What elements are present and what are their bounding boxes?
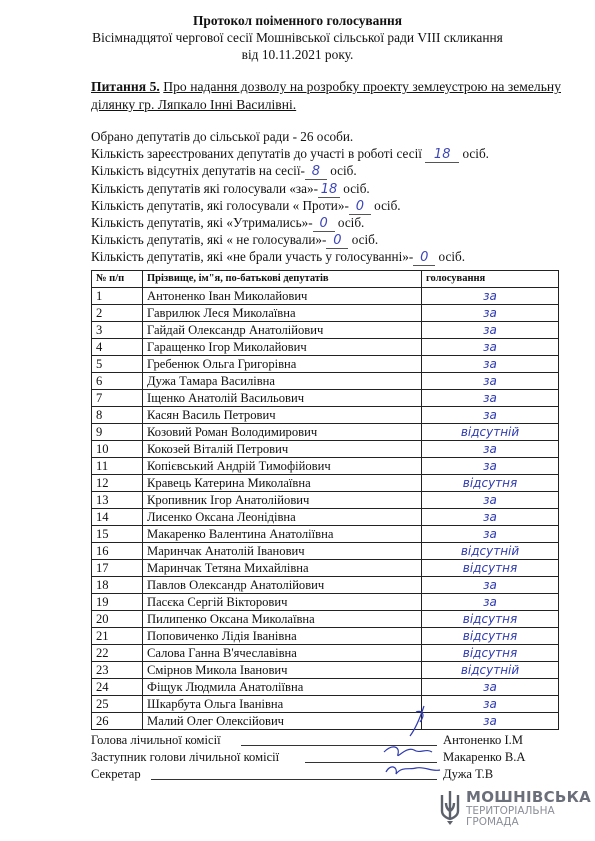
signature-line — [305, 762, 437, 763]
table-body — [92, 288, 559, 730]
table-row — [92, 628, 559, 645]
stat-registered — [91, 145, 489, 162]
deputy-name: Гребенюк Ольга Григорівна — [143, 356, 422, 373]
vote-value: відсутня — [422, 645, 559, 662]
stat-absent — [91, 162, 489, 179]
row-number: 17 — [92, 560, 143, 577]
vote-value: за — [422, 594, 559, 611]
stat-unit: осіб. — [330, 163, 357, 179]
vote-value: відсутній — [422, 543, 559, 560]
trident-icon — [438, 789, 462, 825]
vote-value: за — [422, 492, 559, 509]
deputy-name: Козовий Роман Володимирович — [143, 424, 422, 441]
row-number: 7 — [92, 390, 143, 407]
handwritten-value: 0 — [313, 217, 335, 232]
handwritten-value: 18 — [425, 148, 459, 163]
table-row — [92, 424, 559, 441]
agenda-question — [91, 78, 561, 114]
stat-against — [91, 197, 489, 214]
logo-title: МОШНІВСЬКА — [466, 788, 592, 806]
signature-role: Заступник голови лічильної комісії — [91, 750, 280, 764]
handwritten-value: 0 — [326, 234, 348, 249]
table-row — [92, 322, 559, 339]
deputy-name: Гаврилюк Леся Миколаївна — [143, 305, 422, 322]
row-number: 6 — [92, 373, 143, 390]
table-row — [92, 577, 559, 594]
table-row — [92, 407, 559, 424]
row-number: 14 — [92, 509, 143, 526]
logo-line: ТЕРИТОРІАЛЬНА — [466, 805, 555, 817]
stat-label: Кількість депутатів, які голосували « Проти»- — [91, 197, 349, 213]
stat-unit: осіб. — [462, 146, 489, 162]
vote-value: відсутня — [422, 475, 559, 492]
vote-value: за — [422, 713, 559, 730]
vote-value: за — [422, 407, 559, 424]
table-row — [92, 339, 559, 356]
table-row — [92, 645, 559, 662]
table-row — [92, 390, 559, 407]
column-header-name: Прізвище, ім"я, по-батькові депутатів — [143, 271, 422, 288]
table-row — [92, 679, 559, 696]
stat-not-voted — [91, 231, 489, 248]
row-number: 22 — [92, 645, 143, 662]
logo-subtitle — [466, 806, 555, 828]
table-row — [92, 492, 559, 509]
signature-block — [91, 732, 561, 783]
signature-name: Макаренко В.А — [443, 750, 526, 764]
table-row — [92, 475, 559, 492]
deputy-name: Кравець Катерина Миколаївна — [143, 475, 422, 492]
deputy-name: Маринчак Анатолій Іванович — [143, 543, 422, 560]
signature-secretary — [91, 766, 561, 783]
column-header-vote: голосування — [422, 271, 559, 288]
row-number: 15 — [92, 526, 143, 543]
deputy-name: Гаращенко Ігор Миколайович — [143, 339, 422, 356]
row-number: 18 — [92, 577, 143, 594]
vote-value: за — [422, 679, 559, 696]
vote-statistics — [91, 128, 489, 266]
deputy-name: Пасєка Сергій Вікторович — [143, 594, 422, 611]
deputy-name: Малий Олег Олексійович — [143, 713, 422, 730]
vote-value: за — [422, 322, 559, 339]
stat-not-participated — [91, 248, 489, 265]
row-number: 3 — [92, 322, 143, 339]
deputy-name: Макаренко Валентина Анатоліївна — [143, 526, 422, 543]
roll-call-table — [91, 270, 559, 730]
stat-label: Кількість відсутніх депутатів на сесії- — [91, 163, 305, 179]
stat-label: Кількість депутатів, які « не голосували»- — [91, 232, 327, 248]
signature-chair — [91, 732, 561, 749]
handwritten-value: 0 — [349, 200, 371, 215]
signature-role: Секретар — [91, 767, 141, 781]
deputy-name: Фіщук Людмила Анатоліївна — [143, 679, 422, 696]
deputy-name: Антоненко Іван Миколайович — [143, 288, 422, 305]
vote-value: за — [422, 696, 559, 713]
vote-value: за — [422, 373, 559, 390]
stat-label: Кількість депутатів які голосували «за»- — [91, 180, 318, 196]
row-number: 9 — [92, 424, 143, 441]
deputy-name: Салова Ганна В'ячеславівна — [143, 645, 422, 662]
row-number: 5 — [92, 356, 143, 373]
session-line: Вісімнадцятої чергової сесії Мошнівської сільської ради VIII скликання — [92, 30, 503, 45]
signature-name: Антоненко І.М — [443, 733, 524, 747]
vote-value: відсутня — [422, 611, 559, 628]
question-label: Питання 5. — [91, 79, 160, 94]
stat-unit: осіб. — [337, 214, 365, 230]
table-row — [92, 611, 559, 628]
date-line: від 10.11.2021 року. — [241, 47, 354, 62]
row-number: 13 — [92, 492, 143, 509]
vote-value: відсутня — [422, 560, 559, 577]
table-row — [92, 594, 559, 611]
stat-elected: Обрано депутатів до сільської ради - 26 особи. — [91, 129, 354, 144]
table-row — [92, 509, 559, 526]
table-row — [92, 441, 559, 458]
stat-unit: осіб. — [351, 232, 379, 248]
stat-label: Кількість депутатів, які «Утримались»- — [91, 214, 313, 230]
deputy-name: Пилипенко Оксана Миколаївна — [143, 611, 422, 628]
table-row — [92, 560, 559, 577]
vote-value: за — [422, 526, 559, 543]
signature-name: Дужа Т.В — [443, 767, 494, 781]
vote-value: за — [422, 288, 559, 305]
deputy-name: Касян Василь Петрович — [143, 407, 422, 424]
signature-line — [151, 779, 437, 780]
stat-label: Кількість депутатів, які «не брали участь у голосуванні»- — [91, 249, 414, 265]
vote-value: за — [422, 390, 559, 407]
deputy-name: Лисенко Оксана Леонідівна — [143, 509, 422, 526]
table-row — [92, 713, 559, 730]
deputy-name: Смірнов Микола Іванович — [143, 662, 422, 679]
table-row — [92, 288, 559, 305]
row-number: 19 — [92, 594, 143, 611]
row-number: 25 — [92, 696, 143, 713]
vote-value: за — [422, 305, 559, 322]
row-number: 2 — [92, 305, 143, 322]
handwritten-value: 18 — [318, 183, 340, 198]
vote-value: за — [422, 509, 559, 526]
community-logo — [436, 786, 592, 830]
row-number: 12 — [92, 475, 143, 492]
document-title: Протокол поіменного голосування — [192, 13, 403, 28]
column-header-number: № п/п — [92, 271, 143, 288]
row-number: 23 — [92, 662, 143, 679]
row-number: 11 — [92, 458, 143, 475]
handwritten-value: 8 — [305, 165, 327, 180]
deputy-name: Іщенко Анатолій Васильович — [143, 390, 422, 407]
vote-value: за — [422, 577, 559, 594]
vote-value: за — [422, 339, 559, 356]
vote-value: за — [422, 356, 559, 373]
table-row — [92, 662, 559, 679]
logo-line: ГРОМАДА — [466, 816, 519, 828]
table-row — [92, 543, 559, 560]
stat-unit: осіб. — [438, 249, 465, 265]
table-row — [92, 373, 559, 390]
vote-value: відсутня — [422, 628, 559, 645]
deputy-name: Поповиченко Лідія Іванівна — [143, 628, 422, 645]
deputy-name: Гайдай Олександр Анатолійович — [143, 322, 422, 339]
stat-abstain — [91, 214, 489, 231]
table-header-row — [92, 271, 559, 288]
vote-value: за — [422, 458, 559, 475]
row-number: 26 — [92, 713, 143, 730]
deputy-name: Маринчак Тетяна Михайлівна — [143, 560, 422, 577]
row-number: 20 — [92, 611, 143, 628]
deputy-name: Копієвський Андрій Тимофійович — [143, 458, 422, 475]
stat-for — [91, 180, 489, 197]
question-text: Про надання дозволу на розробку проекту землеустрою на земельну ділянку гр. Ляпкало Інні Василівні. — [91, 79, 561, 112]
deputy-name: Кокозей Віталій Петрович — [143, 441, 422, 458]
signature-deputy — [91, 749, 561, 766]
row-number: 10 — [92, 441, 143, 458]
table-row — [92, 458, 559, 475]
row-number: 16 — [92, 543, 143, 560]
stat-label: Кількість зареєстрованих депутатів до участі в роботі сесії — [91, 146, 422, 162]
row-number: 24 — [92, 679, 143, 696]
stat-unit: осіб. — [374, 197, 401, 213]
table-row — [92, 696, 559, 713]
row-number: 1 — [92, 288, 143, 305]
vote-value: відсутній — [422, 424, 559, 441]
stat-unit: осіб. — [343, 180, 370, 196]
deputy-name: Дужа Тамара Василівна — [143, 373, 422, 390]
handwritten-value: 0 — [413, 251, 435, 266]
table-row — [92, 356, 559, 373]
row-number: 8 — [92, 407, 143, 424]
vote-value: відсутній — [422, 662, 559, 679]
deputy-name: Павлов Олександр Анатолійович — [143, 577, 422, 594]
table-row — [92, 305, 559, 322]
signature-line — [241, 745, 437, 746]
vote-value: за — [422, 441, 559, 458]
deputy-name: Шкарбута Ольга Іванівна — [143, 696, 422, 713]
deputy-name: Кропивник Ігор Анатолійович — [143, 492, 422, 509]
table-row — [92, 526, 559, 543]
row-number: 21 — [92, 628, 143, 645]
row-number: 4 — [92, 339, 143, 356]
signature-role: Голова лічильної комісії — [91, 733, 221, 747]
